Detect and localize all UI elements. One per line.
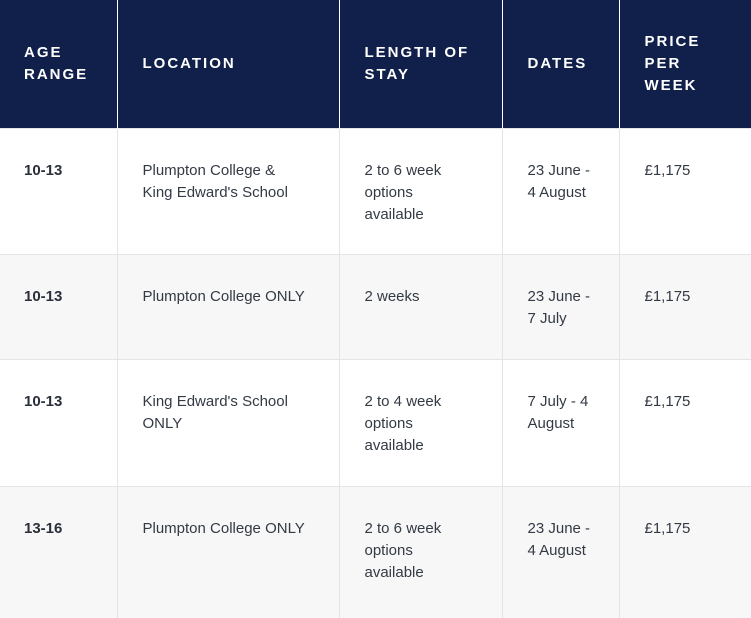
table-header [0, 0, 751, 128]
header-location-label: LOCATION [142, 54, 236, 72]
price-value: £1,175 [644, 519, 691, 537]
cell-location [117, 128, 339, 254]
cell-price [619, 486, 751, 618]
cell-price [619, 254, 751, 359]
dates-value: 7 July - 4 August [527, 392, 589, 432]
length-of-stay-value: 2 to 4 week options available [364, 392, 442, 454]
location-value: Plumpton College & King Edward's School [142, 161, 288, 201]
cell-length-of-stay [339, 254, 502, 359]
dates-value: 23 June - 7 July [527, 287, 591, 327]
dates-value: 23 June - 4 August [527, 519, 591, 559]
header-row [0, 0, 751, 128]
cell-location [117, 359, 339, 486]
cell-length-of-stay [339, 359, 502, 486]
cell-dates [502, 128, 619, 254]
dates-value: 23 June - 4 August [527, 161, 591, 201]
cell-age-range [0, 254, 117, 359]
cell-price [619, 128, 751, 254]
header-price-per-week-label: PRICE PER WEEK [644, 32, 701, 94]
length-of-stay-value: 2 to 6 week options available [364, 161, 442, 223]
cell-age-range [0, 128, 117, 254]
cell-length-of-stay [339, 128, 502, 254]
price-value: £1,175 [644, 287, 691, 305]
header-age-range [0, 0, 117, 128]
cell-age-range [0, 359, 117, 486]
header-price-per-week [619, 0, 751, 128]
header-age-range-label: AGE RANGE [24, 43, 89, 83]
cell-price [619, 359, 751, 486]
age-range-value: 10-13 [24, 287, 63, 305]
location-value: King Edward's School ONLY [142, 392, 288, 432]
table-row [0, 254, 751, 359]
header-length-of-stay [339, 0, 502, 128]
length-of-stay-value: 2 to 6 week options available [364, 519, 442, 581]
cell-dates [502, 486, 619, 618]
table-row [0, 128, 751, 254]
cell-location [117, 254, 339, 359]
price-value: £1,175 [644, 392, 691, 410]
cell-location [117, 486, 339, 618]
cell-dates [502, 254, 619, 359]
header-dates [502, 0, 619, 128]
cell-dates [502, 359, 619, 486]
location-value: Plumpton College ONLY [142, 519, 305, 537]
price-value: £1,175 [644, 161, 691, 179]
age-range-value: 13-16 [24, 519, 63, 537]
cell-age-range [0, 486, 117, 618]
table-row [0, 486, 751, 618]
age-range-value: 10-13 [24, 161, 63, 179]
cell-length-of-stay [339, 486, 502, 618]
length-of-stay-value: 2 weeks [364, 287, 420, 305]
header-length-of-stay-label: LENGTH OF STAY [364, 43, 470, 83]
age-range-value: 10-13 [24, 392, 63, 410]
table-body [0, 128, 751, 618]
table-row [0, 359, 751, 486]
header-dates-label: DATES [527, 54, 588, 72]
location-value: Plumpton College ONLY [142, 287, 305, 305]
header-location [117, 0, 339, 128]
